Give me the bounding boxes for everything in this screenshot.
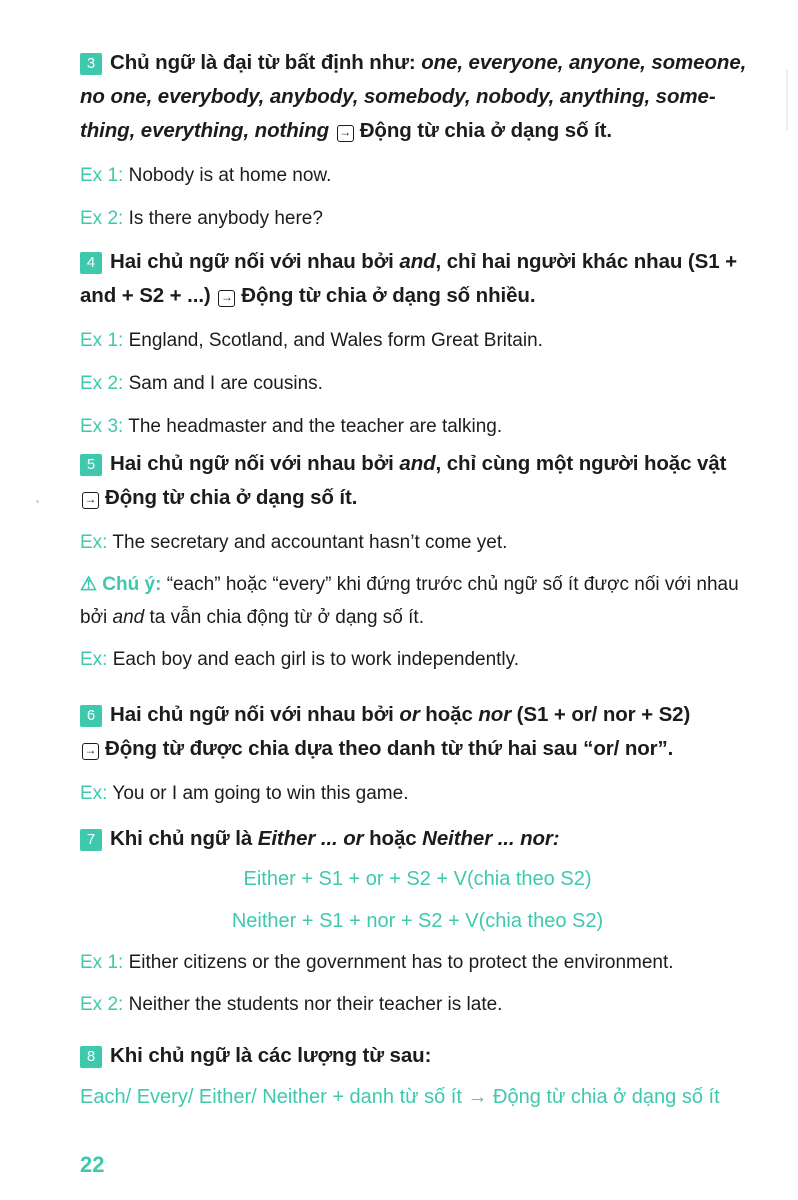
arrow-box-icon: → <box>82 743 99 760</box>
example-text: England, Scotland, and Wales form Great Britain. <box>128 330 543 351</box>
example-text: Each boy and each girl is to work independently. <box>112 649 520 670</box>
example-tag: Ex 1: <box>80 952 124 973</box>
rule-8-line: Each/ Every/ Either/ Neither + danh từ số ít → Động từ chia ở dạng số ít <box>80 1086 720 1108</box>
example-text: Sam and I are cousins. <box>128 373 323 394</box>
rule-5-result: Động từ chia ở dạng số ít. <box>105 486 358 509</box>
example-text: Is there anybody here? <box>128 208 323 229</box>
rule-6-result: Động từ được chia dựa theo danh từ thứ hai sau “or/ nor”. <box>105 737 674 760</box>
example-text: You or I am going to win this game. <box>112 783 409 804</box>
example <box>80 162 755 190</box>
rule-3 <box>80 46 755 148</box>
example <box>80 370 755 398</box>
rule-number-badge: 7 <box>80 829 102 851</box>
rule-number-badge: 5 <box>80 454 102 476</box>
example-text: Neither the students nor their teacher is late. <box>128 994 503 1015</box>
rule-8-lead: Khi chủ ngữ là các lượng từ sau: <box>110 1044 432 1067</box>
example-tag: Ex: <box>80 532 108 553</box>
arrow-box-icon: → <box>337 125 354 142</box>
note <box>80 568 755 634</box>
rule-6-tail: (S1 + or/ nor + S2) <box>511 703 691 726</box>
example-text: Either citizens or the government has to protect the environment. <box>128 952 674 973</box>
note-text-2: ta vẫn chia động từ ở dạng số ít. <box>144 607 424 628</box>
rule-4 <box>80 245 755 313</box>
page-edge-shadow <box>786 70 788 130</box>
rule-3-words: one, everyone, anyone, someone, no one, everybody, anybody, somebody, nobody, anything, some-thing, everything, nothing <box>80 51 747 142</box>
example-tag: Ex 2: <box>80 994 124 1015</box>
rule-8 <box>80 1039 755 1073</box>
example <box>80 529 755 557</box>
rule-4-lead: Hai chủ ngữ nối với nhau bởi <box>110 250 400 273</box>
rule-3-lead: Chủ ngữ là đại từ bất định như: <box>110 51 422 74</box>
example-tag: Ex 3: <box>80 416 124 437</box>
rule-7-neither: Neither ... nor: <box>422 827 560 850</box>
rule-6-mid: hoặc <box>419 703 479 726</box>
example-tag: Ex 1: <box>80 165 124 186</box>
rule-7-lead: Khi chủ ngữ là <box>110 827 258 850</box>
rule-6-lead: Hai chủ ngữ nối với nhau bởi <box>110 703 400 726</box>
rule-3-result: Động từ chia ở dạng số ít. <box>359 119 613 142</box>
page-number: 22 <box>80 1152 105 1177</box>
rule-number-badge: 4 <box>80 252 102 274</box>
example-text: The headmaster and the teacher are talking. <box>128 416 503 437</box>
rule-4-conj: and <box>399 250 436 273</box>
example <box>80 646 755 674</box>
rule-6 <box>80 698 755 766</box>
example-tag: Ex 2: <box>80 373 124 394</box>
rule-7 <box>80 822 755 856</box>
example-text: Nobody is at home now. <box>128 165 332 186</box>
example-tag: Ex 2: <box>80 208 124 229</box>
example-tag: Ex: <box>80 649 108 670</box>
rule-5 <box>80 447 755 515</box>
rule-7-either: Either ... or <box>257 827 364 850</box>
rule-5-conj: and <box>399 452 436 475</box>
rule-6-nor: nor <box>478 703 512 726</box>
example <box>80 205 755 233</box>
warning-label: ⚠ Chú ý: <box>80 574 162 595</box>
example <box>80 413 755 441</box>
example <box>80 949 755 977</box>
page-content <box>80 46 755 1111</box>
arrow-box-icon: → <box>218 290 235 307</box>
example <box>80 327 755 355</box>
arrow-box-icon: → <box>82 492 99 509</box>
example <box>80 780 755 808</box>
example-tag: Ex: <box>80 783 108 804</box>
rule-5-lead: Hai chủ ngữ nối với nhau bởi <box>110 452 400 475</box>
note-conj: and <box>112 607 145 628</box>
rule-5-tail: , chỉ cùng một người hoặc vật <box>435 452 727 475</box>
example <box>80 991 755 1019</box>
rule-7-mid: hoặc <box>363 827 423 850</box>
note-text-1: “each” hoặc “every” khi đứng trước chủ ngữ số ít được nối với nhau bởi <box>80 574 739 628</box>
speck <box>36 500 39 503</box>
example-text: The secretary and accountant hasn’t come yet. <box>112 532 508 553</box>
rule-4-tail: , chỉ hai người khác nhau (S1 + and + S2 + ...) <box>80 250 737 307</box>
formula-neither: Neither + S1 + nor + S2 + V(chia theo S2) <box>231 910 604 932</box>
formula-either: Either + S1 + or + S2 + V(chia theo S2) <box>243 868 592 890</box>
rule-number-badge: 3 <box>80 53 102 75</box>
example-tag: Ex 1: <box>80 330 124 351</box>
rule-number-badge: 6 <box>80 705 102 727</box>
rule-4-result: Động từ chia ở dạng số nhiều. <box>241 284 536 307</box>
rule-number-badge: 8 <box>80 1046 102 1068</box>
rule-6-or: or <box>399 703 420 726</box>
